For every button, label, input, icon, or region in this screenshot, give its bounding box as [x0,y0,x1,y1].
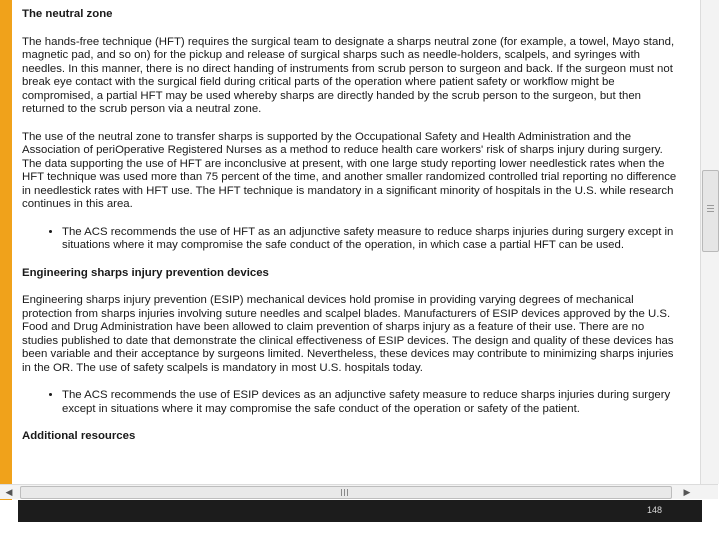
grip-icon [707,205,714,206]
arrow-right-icon[interactable]: ▶ [683,487,691,497]
grip-icon [344,489,345,496]
horizontal-scroll-thumb[interactable] [20,486,672,499]
section-heading-additional-resources: Additional resources [22,430,136,442]
horizontal-scrollbar[interactable] [0,484,718,499]
slide-footer [18,500,702,522]
document-content [22,8,682,458]
section-heading-esip: Engineering sharps injury prevention devices [22,266,269,279]
vertical-scroll-thumb[interactable] [702,170,719,252]
recommendation-list-esip [22,389,682,416]
recommendation-list [22,226,682,253]
accent-bar [0,0,12,500]
grip-icon [707,208,714,209]
grip-icon [707,211,714,212]
arrow-left-icon[interactable]: ◀ [5,487,13,497]
grip-icon [347,489,348,496]
document-viewport[interactable] [12,0,700,484]
paragraph-hft: The hands-free technique (HFT) requires the surgical team to designate a sharps neutral zone (for example, a towel, Mayo stand, magnetic pad, and so on) for the pickup and release of surgical sharps such as needle-holders, scalpels, and syringes with needles. In this manner, there is no direct handing of instruments from scrub person to surgeon and back. If the surgeon must not break eye contact with the surgical field during critical parts of the operation where patient safety or workflow might be compromised, a partial HFT may be used whereby sharps are directly handed by the scrub person to the surgeon, but then returned to the scrub person via a neutral zone. [22,35,675,115]
recommendation-esip: • The ACS recommends the use of ESIP devices as an adjunctive safety measure to reduce sharps injuries during surgery except in situations where it may compromise the safe conduct of the operation or safety of the patient. [62,389,682,416]
section-heading-neutral-zone: The neutral zone [22,8,113,20]
page-number: 148 [646,505,662,515]
recommendation-hft: • The ACS recommends the use of HFT as an adjunctive safety measure to reduce sharps injuries during surgery except in situations where it may compromise the safe conduct of the operation, in which case a partial HFT can be used. [62,226,682,253]
paragraph-esip: Engineering sharps injury prevention (ESIP) mechanical devices hold promise in providing varying degrees of mechanical protection from sharps injuries involving suture needles and scalpel blades. Manufacturers of ESIP devices approved by the U.S. Food and Drug Administration have been allowed to claim prevention of sharps injury as a feature of their use. There are no studies published to date that demonstrate the clinical effectiveness of ESIP devices. The design and quality of these devices has been variable and their acceptance by surgeons limited. Nevertheless, these devices may contribute to minimizing sharps injuries in the OR. The use of safety scalpels is mandatory in most U.S. hospitals today. [22,294,674,374]
vertical-scrollbar[interactable] [700,0,719,484]
grip-icon [341,489,342,496]
paragraph-neutral-zone-support: The use of the neutral zone to transfer sharps is supported by the Occupational Safety and Health Administration and the Association of periOperative Registered Nurses as a method to reduce health care workers' risk of sharps injury during surgery. The data supporting the use of HFT are inconclusive at present, with one large study reporting lower needlestick rates when the HFT technique was used more than 75 percent of the time, and another smaller randomized controlled trial reporting no difference in needlestick rates with HFT use. The HFT technique is mandatory in a significant minority of hospitals in the U.S. while research continues in this area. [22,130,677,210]
